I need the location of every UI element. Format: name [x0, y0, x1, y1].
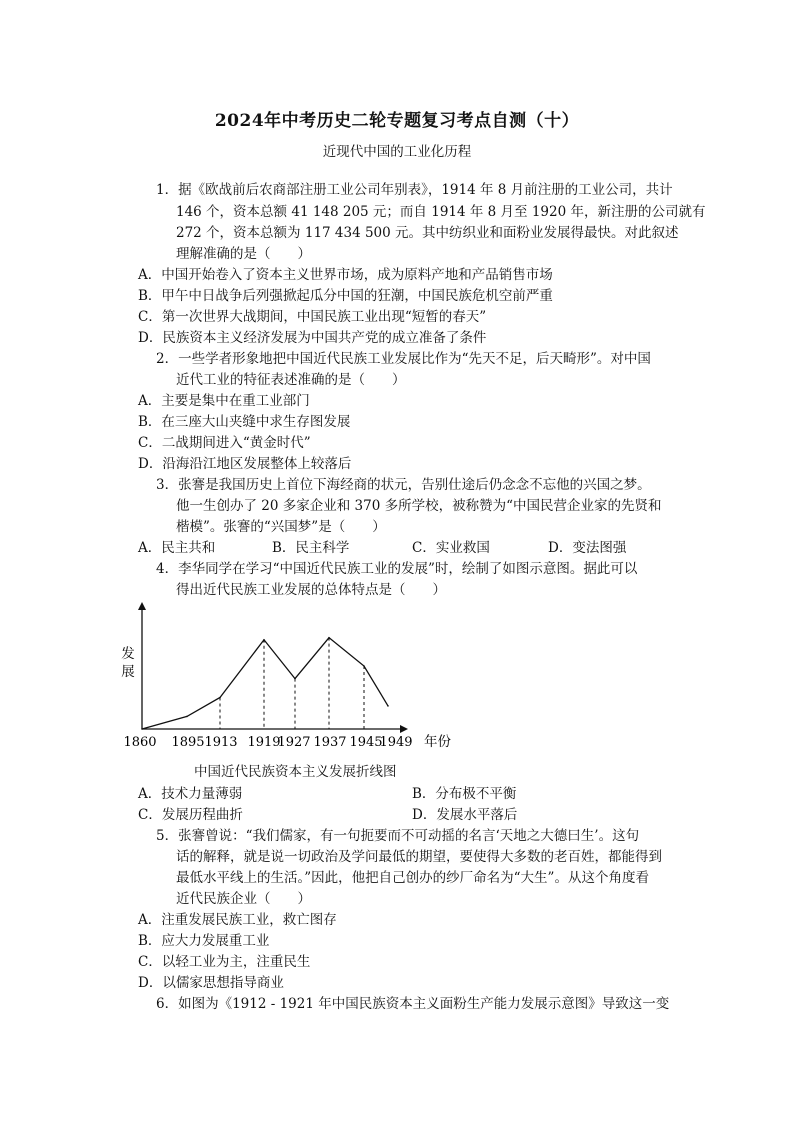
q4-option-c: C．发展历程曲折	[138, 807, 243, 823]
x-tick-label-1945: 1945	[349, 735, 383, 750]
data-point-1927	[294, 678, 296, 680]
q3-option-c: C．实业救国	[412, 540, 490, 556]
q4-option-d: D．发展水平落后	[412, 807, 518, 823]
q1-option-b: B．甲午中日战争后列强掀起瓜分中国的狂潮，中国民族危机空前严重	[138, 288, 553, 304]
q5-line-4: 近代民族企业（ ）	[176, 891, 311, 907]
q3-option-a: A．民主共和	[138, 540, 216, 556]
data-point-1895	[186, 716, 188, 718]
q4-option-a: A．技术力量薄弱	[138, 786, 243, 802]
x-axis-arrow	[400, 725, 408, 733]
q3-line-1: 3．张謇是我国历史上首位下海经商的状元，告别仕途后仍念念不忘他的兴国之梦。	[156, 477, 651, 493]
q4-option-b: B．分布极不平衡	[412, 786, 517, 802]
q1-line-1: 1．据《欧战前后农商部注册工业公司年别表》，1914 年 8 月前注册的工业公司，共计	[156, 182, 673, 198]
page-subtitle: 近现代中国的工业化历程	[322, 144, 472, 160]
x-axis-label: 年份	[424, 734, 451, 750]
q4-line-2: 得出近代民族工业发展的总体特点是（ ）	[176, 582, 446, 598]
q5-option-a: A．注重发展民族工业，救亡图存	[138, 912, 337, 928]
q1-option-a: A．中国开始卷入了资本主义世界市场，成为原料产地和产品销售市场	[138, 267, 553, 283]
q2-line-2: 近代工业的特征表述准确的是（ ）	[176, 372, 406, 388]
y-axis-label-char-2: 展	[121, 664, 135, 680]
q5-line-1: 5．张謇曾说：“我们儒家，有一句扼要而不可动摇的名言‘天地之大德曰生’。这句	[156, 828, 640, 844]
q6-line-1: 6．如图为《1912 - 1921 年中国民族资本主义面粉生产能力发展示意图》导致这一变	[156, 996, 670, 1012]
q2-option-a: A．主要是集中在重工业部门	[138, 393, 310, 409]
q5-line-2: 话的解释，就是说一切政治及学问最低的期望，要使得大多数的老百姓，都能得到	[176, 849, 662, 865]
q4-line-1: 4．李华同学在学习“中国近代民族工业的发展”时，绘制了如图示意图。据此可以	[156, 561, 638, 577]
q2-option-b: B．在三座大山夹缝中求生存图发展	[138, 414, 351, 430]
q5-option-c: C．以轻工业为主，注重民生	[138, 954, 311, 970]
q3-option-b: B．民主科学	[272, 540, 350, 556]
x-tick-label-1949: 1949	[379, 735, 413, 750]
data-point-1945	[363, 665, 365, 667]
q5-option-d: D．以儒家思想指导商业	[138, 975, 284, 991]
y-axis-arrow	[138, 602, 146, 610]
q1-line-4: 理解准确的是（ ）	[176, 246, 311, 262]
q2-line-1: 2．一些学者形象地把中国近代民族工业发展比作为“先天不足，后天畸形”。对中国	[156, 351, 651, 367]
chart-title: 中国近代民族资本主义发展折线图	[194, 764, 397, 780]
x-tick-label-1895: 1895	[171, 735, 205, 750]
q3-line-3: 楷模”。张謇的“兴国梦”是（ ）	[176, 519, 386, 535]
q2-option-d: D．沿海沿江地区发展整体上较落后	[138, 456, 352, 472]
x-tick-label-1919: 1919	[247, 735, 281, 750]
data-point-1949	[387, 705, 389, 707]
data-point-1919	[263, 639, 265, 641]
page-title: 2024年中考历史二轮专题复习考点自测（十）	[214, 111, 580, 131]
data-point-1860	[141, 728, 143, 730]
x-tick-label-1860: 1860	[123, 735, 157, 750]
data-point-1937	[328, 637, 330, 639]
development-line-chart	[118, 596, 458, 756]
x-tick-label-1937: 1937	[313, 735, 347, 750]
q3-line-2: 他一生创办了 20 多家企业和 370 多所学校，被称赞为“中国民营企业家的先贤和	[176, 498, 662, 514]
q5-line-3: 最低水平线上的生活。”因此，他把自己创办的纱厂命名为“大生”。从这个角度看	[176, 870, 649, 886]
q5-option-b: B．应大力发展重工业	[138, 933, 270, 949]
q1-option-d: D．民族资本主义经济发展为中国共产党的成立准备了条件	[138, 330, 487, 346]
q1-option-c: C．第一次世界大战期间，中国民族工业出现“短暂的春天”	[138, 309, 487, 325]
series-line	[142, 638, 388, 729]
x-tick-label-1927: 1927	[277, 735, 311, 750]
x-tick-label-1913: 1913	[204, 735, 238, 750]
data-point-1913	[219, 697, 221, 699]
q3-option-d: D．变法图强	[548, 540, 627, 556]
q1-line-3: 272 个，资本总额为 117 434 500 元。其中纺织业和面粉业发展得最快。对此叙述	[176, 225, 679, 241]
q2-option-c: C．二战期间进入“黄金时代”	[138, 435, 311, 451]
q1-line-2: 146 个，资本总额 41 148 205 元；而自 1914 年 8 月至 1920 年，新注册的公司就有	[176, 204, 706, 220]
y-axis-label-char-1: 发	[121, 646, 135, 662]
